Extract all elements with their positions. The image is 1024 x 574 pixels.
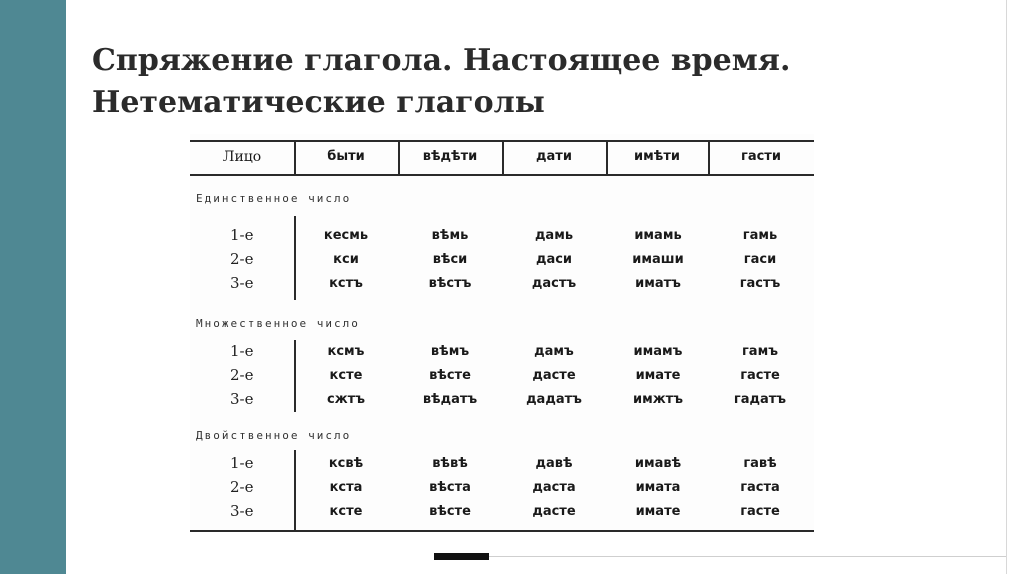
form-cell: гамь [742, 228, 778, 243]
form-cell: имате [635, 504, 681, 519]
person-label: 1-е [230, 454, 254, 472]
form-cell: имаши [632, 252, 684, 267]
slide-title [92, 40, 972, 124]
form-cell: вѣвѣ [432, 456, 468, 471]
form-cell: ксвѣ [328, 456, 364, 471]
person-label: 3-е [230, 502, 254, 520]
form-cell: даста [532, 480, 576, 495]
table-bottom-rule [190, 530, 814, 532]
person-label: 3-е [230, 390, 254, 408]
form-cell: вѣсте [429, 368, 471, 383]
header-cell-person: Лицо [222, 149, 262, 165]
form-cell: давѣ [535, 456, 573, 471]
form-cell: вѣста [429, 480, 471, 495]
form-cell: имавѣ [634, 456, 682, 471]
header-cell-dati: дати [536, 149, 572, 164]
form-cell: ксмъ [327, 344, 365, 359]
form-cell: имата [635, 480, 681, 495]
form-cell: вѣмь [431, 228, 469, 243]
form-cell: ксте [329, 504, 363, 519]
header-cell-vedeti: вѣдѣти [422, 149, 478, 164]
form-cell: гаста [740, 480, 780, 495]
form-cell: даси [535, 252, 573, 267]
slide-progress-indicator [434, 553, 489, 560]
form-cell: вѣстъ [428, 276, 472, 291]
accent-sidebar-bar [0, 0, 66, 574]
header-cell-imeti: имѣти [634, 149, 680, 164]
form-cell: дамъ [534, 344, 574, 359]
person-label: 2-е [230, 478, 254, 496]
section-label-plural: Множественное число [196, 317, 360, 330]
form-cell: гаси [743, 252, 777, 267]
form-cell: имате [635, 368, 681, 383]
form-cell: кста [329, 480, 363, 495]
right-edge-divider [1006, 0, 1007, 574]
form-cell: гамъ [742, 344, 778, 359]
section-label-dual: Двойственное число [196, 429, 352, 442]
form-cell: имамь [634, 228, 682, 243]
conjugation-table [190, 134, 814, 532]
form-cell: вѣси [432, 252, 468, 267]
form-cell: кесмь [323, 228, 369, 243]
person-label: 3-е [230, 274, 254, 292]
form-cell: гадатъ [733, 392, 787, 407]
form-cell: дамь [534, 228, 574, 243]
header-cell-byti: быти [327, 149, 365, 164]
form-cell: сжтъ [327, 392, 365, 407]
header-cell-iasti: гасти [741, 149, 781, 164]
form-cell: дасте [532, 368, 576, 383]
form-cell: гастъ [739, 276, 781, 291]
slide-progress-track [489, 556, 1006, 557]
slide-title-line-2: Нетематические глаголы [92, 85, 545, 120]
person-label: 2-е [230, 250, 254, 268]
person-label: 1-е [230, 342, 254, 360]
section-label-singular: Единственное число [196, 192, 352, 205]
person-label: 1-е [230, 226, 254, 244]
person-label: 2-е [230, 366, 254, 384]
form-cell: иматъ [635, 276, 681, 291]
form-cell: кси [333, 252, 359, 267]
form-cell: ксте [329, 368, 363, 383]
form-cell: имамъ [633, 344, 683, 359]
form-cell: вѣсте [429, 504, 471, 519]
form-cell: гасте [740, 504, 780, 519]
form-cell: вѣмъ [430, 344, 470, 359]
form-cell: дасте [532, 504, 576, 519]
form-cell: дадатъ [526, 392, 582, 407]
form-cell: кстъ [329, 276, 363, 291]
form-cell: имжтъ [633, 392, 683, 407]
form-cell: гавѣ [743, 456, 777, 471]
form-cell: гасте [740, 368, 780, 383]
form-cell: вѣдатъ [422, 392, 478, 407]
slide-title-line-1: Спряжение глагола. Настоящее время. [92, 43, 791, 78]
form-cell: дастъ [531, 276, 577, 291]
